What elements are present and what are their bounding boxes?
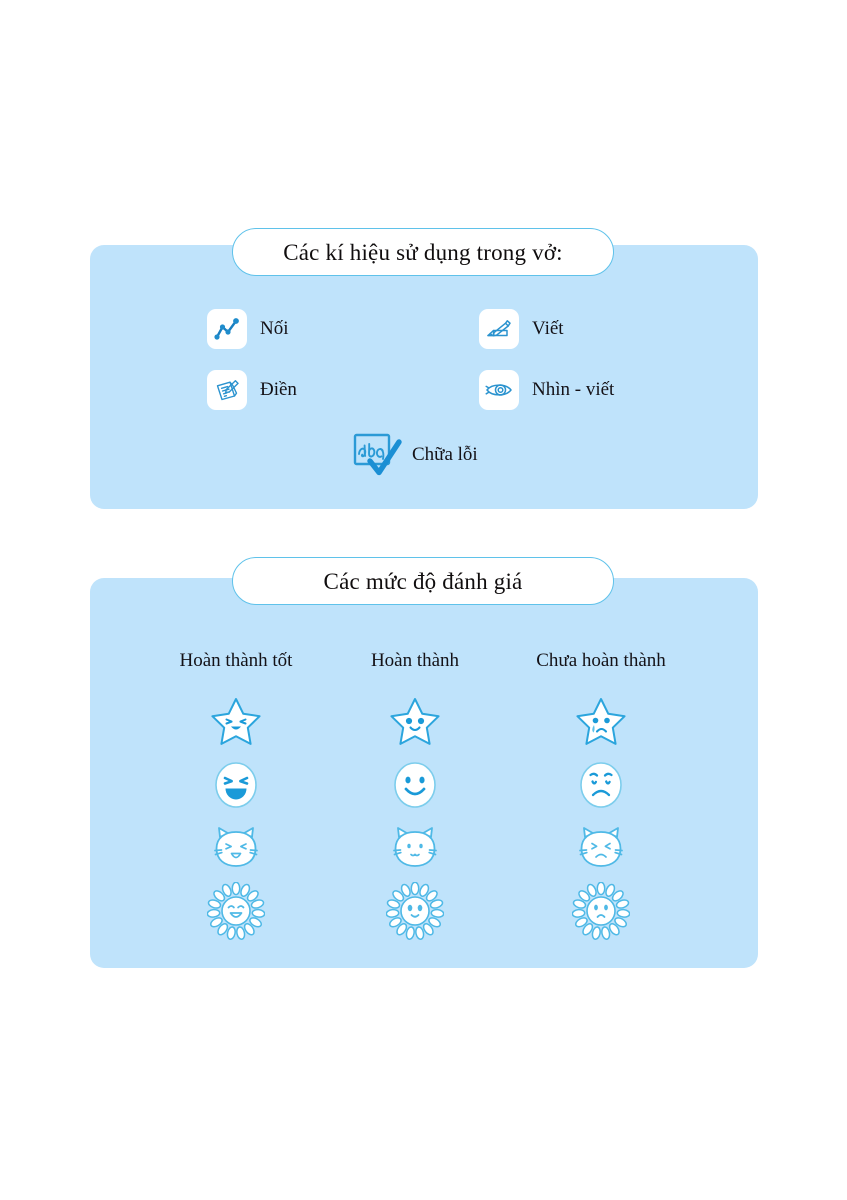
round-face-icon — [391, 760, 439, 810]
level-cell-cat-neutral — [388, 816, 442, 879]
symbols-panel-title-pill — [232, 228, 614, 276]
symbols-panel-title: Các kí hiệu sử dụng trong vở: — [283, 239, 563, 265]
symbol-label-noi: Nối — [260, 318, 289, 339]
star-face-icon — [208, 694, 264, 750]
level-cell-round-sad — [577, 753, 625, 816]
level-cell-cat-sad — [574, 816, 628, 879]
level-cell-flower-happy — [207, 879, 265, 942]
symbol-item-viet[interactable] — [479, 309, 564, 349]
symbol-label-viet: Viết — [532, 318, 564, 339]
abc-check-icon — [352, 432, 406, 478]
flower-face-icon — [207, 882, 265, 940]
level-cell-round-happy — [212, 753, 260, 816]
level-column-hoan-thanh — [325, 648, 505, 942]
fill-document-icon-tile — [207, 370, 247, 410]
cat-face-icon — [388, 824, 442, 872]
fill-document-icon — [213, 376, 241, 404]
level-column-header: Hoàn thành tốt — [179, 650, 293, 671]
level-cell-flower-sad — [572, 879, 630, 942]
star-face-icon — [573, 694, 629, 750]
cat-face-icon — [574, 824, 628, 872]
write-pen-icon — [485, 315, 513, 343]
symbol-label-nhin-viet: Nhìn - viết — [532, 379, 615, 400]
star-face-icon — [387, 694, 443, 750]
round-face-icon — [577, 760, 625, 810]
level-column-header: Hoàn thành — [370, 650, 460, 671]
write-pen-icon-tile — [479, 309, 519, 349]
levels-panel-title: Các mức độ đánh giá — [323, 568, 523, 594]
level-column-header: Chưa hoàn thành — [536, 650, 666, 671]
symbol-label-chua-loi: Chữa lỗi — [412, 444, 478, 465]
level-column-hoan-thanh-tot — [146, 648, 326, 942]
flower-face-icon — [386, 882, 444, 940]
level-cell-flower-neutral — [386, 879, 444, 942]
level-cell-cat-happy — [209, 816, 263, 879]
levels-panel-title-pill — [232, 557, 614, 605]
eye-icon-tile — [479, 370, 519, 410]
level-cell-star-happy — [208, 690, 264, 753]
eye-icon — [484, 376, 514, 404]
symbol-item-noi[interactable] — [207, 309, 289, 349]
level-cell-star-sad — [573, 690, 629, 753]
abc-check-icon-tile — [352, 432, 406, 478]
symbol-item-chua-loi[interactable] — [352, 432, 478, 478]
cat-face-icon — [209, 824, 263, 872]
symbol-label-dien: Điền — [260, 379, 297, 400]
line-chart-icon — [213, 315, 241, 343]
line-chart-icon-tile — [207, 309, 247, 349]
symbol-item-nhin-viet[interactable] — [479, 370, 614, 410]
flower-face-icon — [572, 882, 630, 940]
level-cell-star-neutral — [387, 690, 443, 753]
level-cell-round-neutral — [391, 753, 439, 816]
symbol-item-dien[interactable] — [207, 370, 297, 410]
level-column-chua-hoan-thanh — [511, 648, 691, 942]
round-face-icon — [212, 760, 260, 810]
